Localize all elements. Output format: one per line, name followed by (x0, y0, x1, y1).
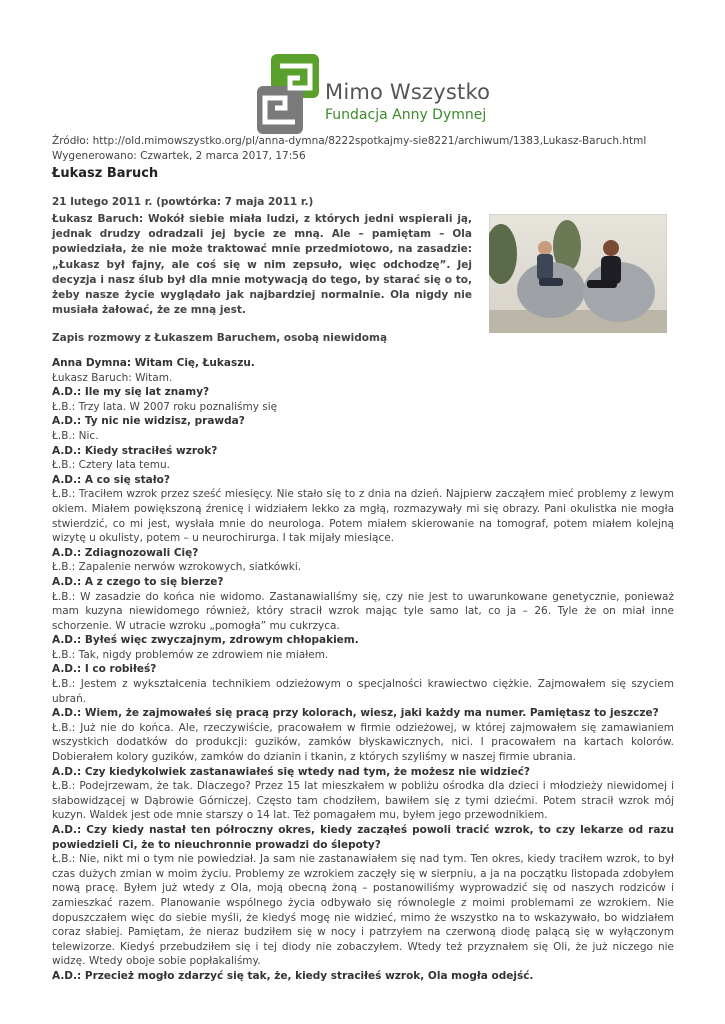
spiral-logo-icon (253, 52, 323, 138)
transcript-line: A.D.: Wiem, że zajmowałeś się pracą przy kolorach, wiesz, jaki każdy ma numer. Pamiętasz to jeszcze? (52, 707, 659, 720)
transcript-line: Ł.B.: Traciłem wzrok przez sześć miesięcy. Nie stało się to z dnia na dzień. Najpierw zacząłem mieć problemy z lewym okiem. Miałem powiększoną źrenicę i widziałem lekko za mgłą, rozmazywały mi się obrazy. Pani okulistka nie mogła stwierdzić, co mi jest, wysłała mnie do neurologa. Potem miałem skierowanie na tomograf, potem miałem kolejną wizytę u okulisty, potem – u neurochirurga. I tak mijały miesiące. (52, 488, 674, 545)
transcript-line: Ł.B.: Nie, nikt mi o tym nie powiedział. Ja sam nie zastanawiałem się nad tym. Ten okres, kiedy traciłem wzrok, to był czas dużych zmian w moim życiu. Problemy ze wzrokiem zaczęły się w sierpniu, a ja na początku listopada zdobyłem nową pracę. Byłem już wtedy z Ola, moją obecną żoną – postanowiliśmy wyprowadzić się od naszych rodziców i zamieszkać razem. Planowanie wspólnego życia odbywało się równolegle z moimi problemami ze wzrokiem. Nie dopuszczałem więc do siebie myśli, że kiedyś mogę nie widzieć, mimo że wszystko na to wskazywało, bo widziałem coraz słabiej. Pamiętam, że nieraz budziłem się w nocy i patrzyłem na czerwoną diodę palącą się w wyłączonym telewizorze. Kiedyś przebudziłem się i tej diody nie zobaczyłem. Wtedy też przyznałem się Oli, że już niczego nie widzę. Wtedy oboje sobie popłakaliśmy. (52, 853, 674, 968)
logo-subtitle: Fundacja Anny Dymnej (325, 107, 487, 123)
transcript-heading: Zapis rozmowy z Łukaszem Baruchem, osobą niewidomą (52, 332, 388, 344)
transcript-line: Ł.B.: Cztery lata temu. (52, 459, 170, 472)
transcript-line: Ł.B.: Podejrzewam, że tak. Dlaczego? Przez 15 lat mieszkałem w pobliżu ośrodka dla dzieci i młodzieży niewidomej i słabowidzącej w Dąbrowie Górniczej. Często tam chodziłem, bawiłem się z tymi dziećmi. Potem stracił wzrok mój kuzyn. Waldek jest ode mnie starszy o 14 lat. Też pomagałem mu, byłem jego przewodnikiem. (52, 780, 674, 822)
foundation-logo (253, 52, 491, 138)
interview-photo-image (489, 214, 667, 333)
transcript-line: Ł.B.: Trzy lata. W 2007 roku poznaliśmy się (52, 400, 278, 413)
generated-date: Wygenerowano: Czwartek, 2 marca 2017, 17:56 (52, 149, 306, 162)
transcript-line: A.D.: Byłeś więc zwyczajnym, zdrowym chłopakiem. (52, 634, 359, 647)
transcript-line: Anna Dymna: Witam Cię, Łukaszu. (52, 357, 255, 369)
transcript-line: A.D.: Czy kiedykolwiek zastanawiałeś się wtedy nad tym, że możesz nie widzieć? (52, 765, 531, 778)
transcript-line: Ł.B.: W zasadzie do końca nie widomo. Zastanawialiśmy się, czy nie jest to uwarunkowane genetycznie, ponieważ mam kuzyna niewidomego również, który stracił wzrok mając tyle samo lat, co ja – 26. Tyle że on miał inne schorzenie. W utracie wzroku „pomogła” mu cukrzyca. (52, 590, 674, 632)
transcript-line: A.D.: A co się stało? (52, 473, 170, 486)
logo-name: Mimo Wszystko (325, 80, 491, 104)
transcript-line: A.D.: Przecież mogło zdarzyć się tak, że, kiedy straciłeś wzrok, Ola mogła odejść. (52, 969, 534, 982)
transcript-line: Ł.B.: Nic. (52, 429, 99, 442)
article-title: Łukasz Baruch (52, 166, 159, 181)
transcript-line: A.D.: Zdiagnozowali Cię? (52, 546, 199, 559)
transcript-line: A.D.: Ile my się lat znamy? (52, 386, 210, 399)
transcript-line: Ł.B.: Już nie do końca. Ale, rzeczywiście, pracowałem w firmie odzieżowej, w której zajmowałem się zamawianiem wszystkich dodatków do produkcji: guzików, zamków błyskawicznych, nici. I pracowałem na kartach kolorów. Dobierałem kolory guzików, zamków do dzianin i tkanin, z których szyliśmy w naszej firmie ubrania. (52, 721, 674, 764)
article-lead: Łukasz Baruch: Wokół siebie miała ludzi, z których jedni wspierali ją, jednak drudzy odradzali jej bycie ze mną. Ale – pamiętam – Ola powiedziała, że nie może traktować mnie przedmiotowo, na zasadzie: „Łukasz był fajny, ale coś się w nim zepsuło, więc odchodzę”. Jej decyzja i nasz ślub był dla mnie motywacją do tego, by starać się o to, żeby nasze życie wyglądało jak najbardziej normalnie. Ola nigdy nie musiała żałować, że ze mną jest. (52, 213, 472, 317)
interview-photo (489, 214, 667, 333)
transcript-line: A.D.: Ty nic nie widzisz, prawda? (52, 415, 245, 428)
transcript-line: A.D.: A z czego to się bierze? (52, 575, 224, 588)
transcript-line: A.D.: I co robiłeś? (52, 663, 157, 676)
transcript-line: Ł.B.: Jestem z wykształcenia technikiem odzieżowym o specjalności krawiectwo ciężkie. Zajmowałem się szyciem ubrań. (52, 678, 674, 705)
transcript-line: Ł.B.: Zapalenie nerwów wzrokowych, siatkówki. (52, 561, 302, 574)
document-meta (52, 134, 692, 163)
transcript-line: A.D.: Czy kiedy nastał ten półroczny okres, kiedy zacząłeś powoli tracić wzrok, to czy lekarze od razu powiedzieli Ci, że to nieuchronnie prowadzi do ślepoty? (52, 824, 674, 851)
transcript-line: Łukasz Baruch: Witam. (52, 371, 173, 384)
transcript-line: Ł.B.: Tak, nigdy problemów ze zdrowiem nie miałem. (52, 648, 329, 661)
transcript-line: A.D.: Kiedy straciłeś wzrok? (52, 444, 218, 457)
article-date: 21 lutego 2011 r. (powtórka: 7 maja 2011 r.) (52, 196, 314, 208)
source-url: Źródło: http://old.mimowszystko.org/pl/anna-dymna/8222spotkajmy-sie8221/archiwum/1383,Lukasz-Baruch.html (52, 135, 647, 147)
transcript (52, 356, 674, 984)
